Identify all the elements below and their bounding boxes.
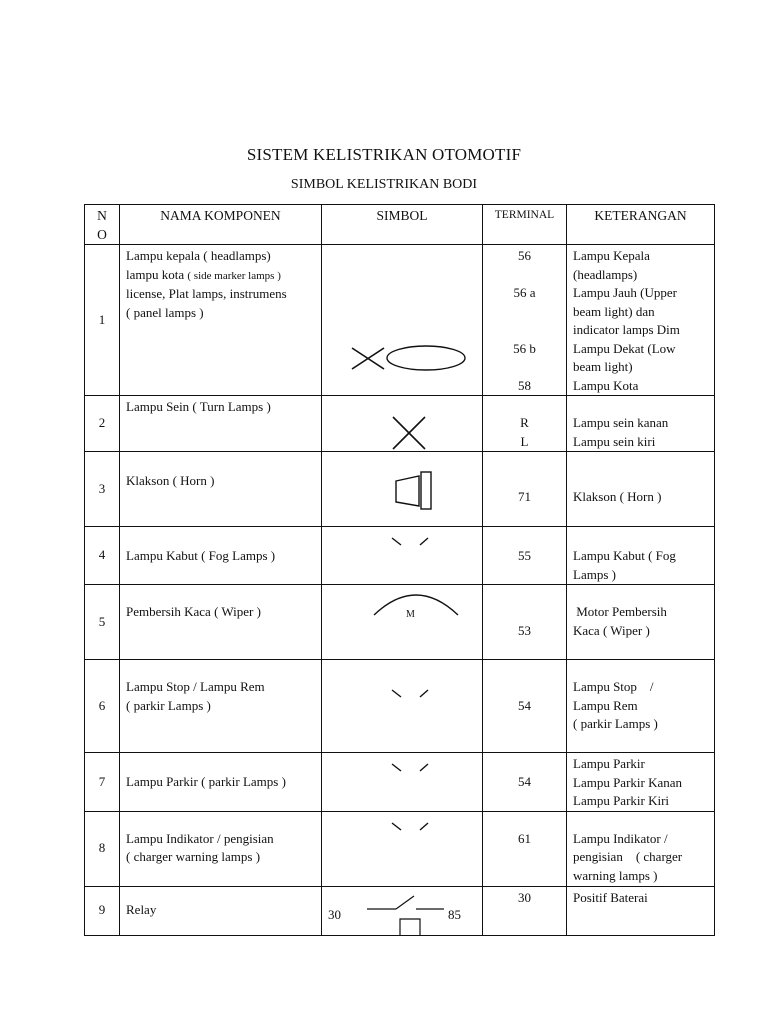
motor-label: M [406,609,415,620]
lamp-rays-symbol-icon [322,753,483,809]
description-cell: Positif Baterai [567,886,715,935]
header-description: KETERANGAN [567,205,715,245]
symbol-table [84,204,715,936]
table-row [85,585,715,660]
lamp-rays-symbol-icon [322,812,483,887]
table-row [85,811,715,886]
relay-terminal-label: 30 [328,906,341,922]
terminal-cell: 55 [483,527,567,585]
component-name: Klakson ( Horn ) [120,452,322,527]
lamp-rays-symbol-icon [322,527,483,583]
description-cell: Klakson ( Horn ) [567,452,715,527]
row-number: 3 [85,452,120,527]
terminal-cell: 54 [483,753,567,812]
component-name: Lampu kepala ( headlamps) lampu kota ( side marker lamps ) license, Plat lamps, instrumens ( panel lamps ) [120,245,322,396]
component-name: Lampu Parkir ( parkir Lamps ) [120,753,322,812]
component-name: Lampu Stop / Lampu Rem ( parkir Lamps ) [120,660,322,753]
symbol-cell [322,811,483,886]
description-cell: Lampu Parkir Lampu Parkir Kanan Lampu Parkir Kiri [567,753,715,812]
description-cell: Lampu Indikator / pengisian ( charger warning lamps ) [567,811,715,886]
table-row [85,396,715,452]
row-number: 2 [85,396,120,452]
row-number: 8 [85,811,120,886]
description-cell: Lampu Kepala (headlamps) Lampu Jauh (Upper beam light) dan indicator lamps Dim Lampu Dekat (Low beam light) Lampu Kota [567,245,715,396]
description-cell: Lampu Kabut ( Fog Lamps ) [567,527,715,585]
row-number: 9 [85,886,120,935]
table-row [85,753,715,812]
terminal-cell: 56 56 a 56 b 58 [483,245,567,396]
symbol-cell [322,585,483,660]
header-no: N O [85,205,120,245]
table-row [85,660,715,753]
terminal-cell: 71 [483,452,567,527]
header-name: NAMA KOMPONEN [120,205,322,245]
description-cell: Lampu sein kanan Lampu sein kiri [567,396,715,452]
table-row [85,245,715,396]
row-number: 1 [85,245,120,396]
component-name: Lampu Indikator / pengisian ( charger warning lamps ) [120,811,322,886]
symbol-cell [322,452,483,527]
row-number: 5 [85,585,120,660]
lamp-x-symbol-icon [322,396,483,452]
component-name: Relay [120,886,322,935]
relay-terminal-label: 85 [448,906,461,922]
symbol-cell [322,245,483,396]
table-header-row [85,205,715,245]
lamp-with-dim-symbol-icon [322,245,483,394]
header-symbol: SIMBOL [322,205,483,245]
row-number: 4 [85,527,120,585]
symbol-cell [322,660,483,753]
description-cell: Lampu Stop / Lampu Rem ( parkir Lamps ) [567,660,715,753]
terminal-cell: 30 [483,886,567,935]
horn-symbol-icon [322,452,483,527]
lamp-rays-symbol-icon [322,660,483,753]
header-terminal: TERMINAL [483,205,567,245]
table-row [85,527,715,585]
table-row [85,452,715,527]
motor-symbol-icon [322,585,483,660]
terminal-cell: 53 [483,585,567,660]
symbol-cell [322,753,483,812]
component-name: Lampu Kabut ( Fog Lamps ) [120,527,322,585]
terminal-cell: 61 [483,811,567,886]
row-number: 7 [85,753,120,812]
table-row [85,886,715,935]
component-name: Pembersih Kaca ( Wiper ) [120,585,322,660]
description-cell: Motor Pembersih Kaca ( Wiper ) [567,585,715,660]
row-number: 6 [85,660,120,753]
terminal-cell: R L [483,396,567,452]
symbol-cell [322,396,483,452]
component-name: Lampu Sein ( Turn Lamps ) [120,396,322,452]
document-subtitle: SIMBOL KELISTRIKAN BODI [290,177,478,192]
symbol-cell [322,527,483,585]
document-title: SISTEM KELISTRIKAN OTOMOTIF [246,145,522,164]
symbol-cell [322,886,483,935]
terminal-cell: 54 [483,660,567,753]
